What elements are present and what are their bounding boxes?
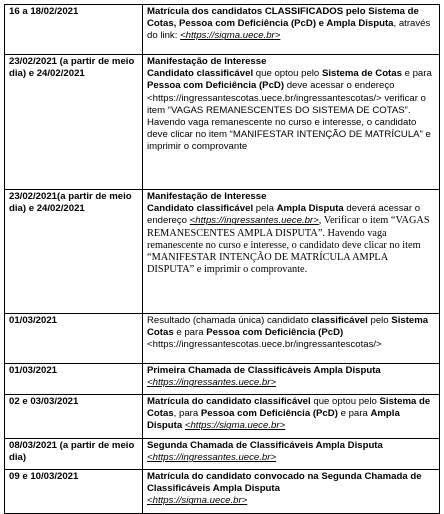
description-text: e para — [173, 327, 207, 339]
row-title: Manifestação de Interesse — [147, 56, 267, 67]
ingressantes-link[interactable]: <https://ingressantes.uece.br> — [189, 215, 319, 227]
table-row — [5, 439, 440, 470]
description-text: classificável — [311, 315, 368, 326]
description-text: , para — [173, 408, 201, 420]
date-cell: 16 a 18/02/2021 — [5, 5, 143, 55]
description-text: Ampla Disputa — [276, 203, 344, 215]
description-text: que optou pelo — [253, 68, 322, 80]
description-text: Sistema de Cotas — [147, 396, 431, 420]
description-text: Matrícula dos candidatos CLASSIFICADOS pelo Sistema de Cotas, Pessoa com Deficiência (PcD) e Ampla Disputa — [147, 6, 419, 30]
sigma-link[interactable]: <https://sigma.uece.br> — [180, 30, 281, 42]
description-text: Candidato classificável — [147, 68, 254, 80]
description-cell — [143, 470, 440, 514]
description-text: Matrícula do candidato convocado na Segunda Chamada de Classificáveis Ampla Disputa — [147, 471, 422, 495]
table-row — [5, 364, 440, 395]
description-text: Sistema de Cotas — [321, 68, 402, 80]
description-text: que optou pelo — [310, 396, 380, 407]
date-cell: 08/03/2021 (a partir de meio dia) — [5, 439, 143, 470]
row-title: Manifestação de Interesse — [147, 191, 267, 202]
date-cell: 09 e 10/03/2021 — [5, 470, 143, 514]
description-text: , através do link: — [147, 18, 431, 42]
description-text: Matrícula do candidato classificável — [147, 396, 311, 407]
ingressantes-link[interactable]: <https://ingressantes.uece.br> — [147, 377, 277, 389]
table-row — [5, 395, 440, 439]
description-text: Pessoa com Deficiência (PcD) — [206, 327, 344, 339]
table-row — [5, 314, 440, 364]
sigma-link[interactable]: <https://sigma.uece.br> — [184, 420, 286, 432]
description-text: Sistema Cotas — [147, 315, 429, 339]
description-text: Pessoa com Deficiência (PcD) — [200, 408, 338, 420]
description-text: Pessoa com Deficiência (PcD) — [147, 80, 285, 92]
description-cell — [143, 314, 440, 364]
description-text: e para — [401, 68, 432, 80]
description-cell — [143, 190, 440, 314]
table-row — [5, 55, 440, 190]
description-text: deve acessar o endereço <https://ingressantescotas.uece.br/ingressantescotas/> verificar o item “VAGAS REMANESCENTES DO SISTEMA DE COTAS”. Havendo vaga remanescente no curso e interesse, o candidato deve clicar no item “MANIFESTAR INTENÇÃO DE MATRÍCULA” e imprimir o comprovante — [147, 80, 431, 153]
date-cell: 23/02/2021 (a partir de meio dia) e 24/02/2021 — [5, 55, 143, 190]
description-text: Resultado (chamada única) candidato — [147, 315, 312, 326]
table-row — [5, 5, 440, 55]
description-text: Candidato classificável — [147, 203, 254, 215]
description-text: , Verificar o item “VAGAS REMANESCENTES AMPLA DISPUTA”. Havendo vaga remanescente no curso e interesse, o candidato deve clicar no item “MANIFESTAR INTENÇÃO DE MATRÍCULA AMPLA DISPUTA” e imprimir o comprovante. — [147, 215, 430, 276]
description-cell — [143, 395, 440, 439]
date-cell: 23/02/2021(a partir de meio dia) e 24/02/2021 — [5, 190, 143, 314]
description-cell — [143, 364, 440, 395]
schedule-table — [4, 4, 440, 514]
description-text: Ampla Disputa — [147, 408, 400, 432]
ingressantes-link[interactable]: <https://ingressantes.uece.br> — [147, 452, 277, 464]
description-text: pela — [253, 203, 277, 215]
date-cell: 01/03/2021 — [5, 364, 143, 395]
description-text: e para — [337, 408, 371, 420]
description-cell — [143, 55, 440, 190]
description-text: Primeira Chamada de Classificáveis Ampla Disputa — [147, 365, 381, 376]
table-row — [5, 190, 440, 314]
description-text: Segunda Chamada de Classificáveis Ampla Disputa — [147, 440, 383, 451]
description-text: pelo — [367, 315, 392, 326]
description-cell — [143, 5, 440, 55]
date-cell: 01/03/2021 — [5, 314, 143, 364]
description-text: deverá acessar o endereço — [147, 203, 421, 227]
sigma-link[interactable]: <https://sigma.uece.br> — [147, 495, 248, 507]
ingressantescotas-link[interactable]: <https://ingressantescotas.uece.br/ingressantescotas/> — [147, 339, 382, 351]
table-row — [5, 470, 440, 514]
date-cell: 02 e 03/03/2021 — [5, 395, 143, 439]
description-cell — [143, 439, 440, 470]
